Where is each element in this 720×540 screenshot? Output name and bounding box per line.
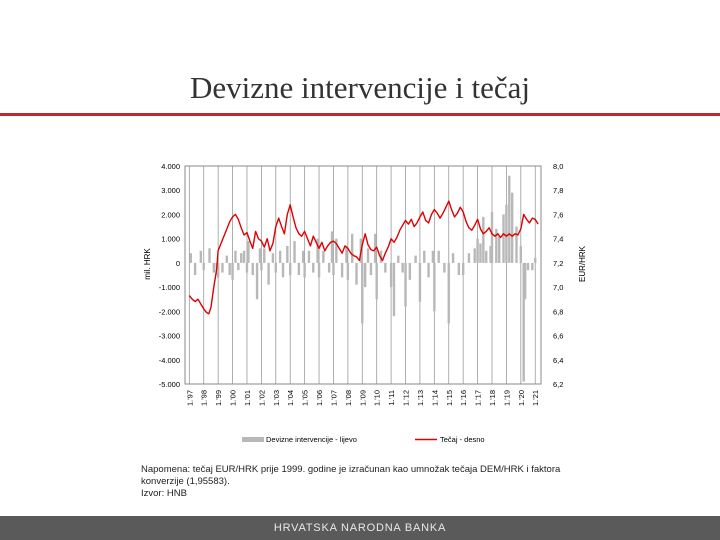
bar (511, 193, 513, 263)
bar (246, 263, 248, 273)
bar (390, 263, 392, 287)
bar (322, 251, 324, 263)
bar (427, 263, 429, 278)
bar (520, 246, 522, 263)
bar (263, 248, 265, 263)
bar (462, 263, 464, 275)
bar (384, 263, 386, 273)
bar (228, 263, 230, 275)
bar (252, 263, 254, 275)
right-tick-label: 6,8 (553, 307, 564, 317)
bar (259, 248, 261, 263)
bar-series (190, 176, 537, 382)
bar (279, 251, 281, 263)
x-tick-label: 1.'03 (271, 390, 281, 407)
x-tick-label: 1.'09 (358, 390, 368, 407)
footer-bar (0, 516, 720, 540)
legend-label-line: Tečaj - desno (440, 435, 485, 444)
right-tick-label: 6,2 (553, 380, 564, 389)
x-tick-label: 1.'18 (487, 390, 497, 407)
x-tick-label: 1.'21 (531, 390, 541, 407)
x-tick-label: 1.'07 (329, 390, 339, 407)
x-tick-label: 1.'01 (242, 390, 252, 407)
bar (370, 263, 372, 275)
bar (318, 263, 320, 278)
bar (367, 248, 369, 263)
bar (208, 248, 210, 263)
left-tick-label: 0 (175, 258, 180, 268)
bar (433, 263, 435, 311)
bar (234, 251, 236, 263)
bar (375, 263, 377, 299)
bar (409, 263, 411, 280)
bar (275, 263, 277, 273)
right-axis-title: EUR/HRK (578, 245, 587, 283)
right-axis (553, 162, 563, 389)
bar (534, 258, 536, 263)
right-tick-label: 7,6 (553, 210, 564, 220)
bar (231, 263, 233, 280)
footer-label: HRVATSKA NARODNA BANKA (273, 522, 447, 534)
left-tick-label: -1.000 (158, 283, 180, 293)
bar (267, 263, 269, 285)
bar (328, 263, 330, 273)
bar (498, 236, 500, 263)
x-tick-label: 1.'04 (286, 390, 296, 407)
bar (432, 251, 434, 263)
x-tick-label: 1.'06 (315, 390, 325, 407)
bar (355, 263, 357, 285)
bar (260, 263, 262, 270)
chart-note (141, 464, 601, 500)
bar (303, 263, 305, 278)
right-tick-label: 7,4 (553, 234, 564, 244)
bar (190, 253, 192, 263)
bar (437, 251, 439, 263)
x-tick-label: 1.'97 (185, 390, 195, 407)
left-tick-label: 2.000 (161, 210, 180, 220)
left-axis (159, 162, 180, 389)
x-tick-label: 1.'20 (516, 390, 526, 407)
left-tick-label: -5.000 (158, 380, 180, 389)
x-tick-label: 1.'16 (459, 390, 469, 407)
bar (221, 263, 223, 273)
bar (298, 263, 300, 275)
x-tick-label: 1.'08 (343, 390, 353, 407)
right-tick-label: 7,0 (553, 283, 564, 293)
bar (452, 253, 454, 263)
bar (240, 253, 242, 263)
right-tick-label: 6,4 (553, 355, 564, 365)
x-tick-label: 1.'17 (473, 390, 483, 407)
bar (203, 263, 205, 270)
bar (524, 263, 526, 299)
legend-swatch-bars (242, 437, 264, 442)
left-tick-label: -3.000 (158, 331, 180, 341)
bar (361, 263, 363, 324)
bar (289, 263, 291, 275)
bar (341, 263, 343, 278)
bar (458, 263, 460, 275)
x-tick-label: 1.'19 (502, 390, 512, 407)
x-tick-label: 1.'12 (401, 390, 411, 407)
bar (282, 263, 284, 278)
right-tick-label: 7,8 (553, 186, 564, 196)
bar (293, 241, 295, 263)
bar (468, 253, 470, 263)
left-tick-label: 1.000 (161, 234, 180, 244)
bar (414, 256, 416, 263)
bar (308, 251, 310, 263)
bar (226, 256, 228, 263)
bar (443, 263, 445, 273)
bar (419, 263, 421, 302)
x-tick-label: 1.'10 (372, 390, 382, 407)
x-axis (185, 390, 540, 406)
bar (286, 246, 288, 263)
bar (331, 231, 333, 262)
left-axis-title: mil. HRK (143, 248, 152, 280)
bar (527, 263, 529, 270)
right-tick-label: 6,6 (553, 331, 564, 341)
bar (364, 263, 366, 287)
bar (393, 263, 395, 316)
right-tick-label: 8,0 (553, 162, 564, 171)
x-tick-label: 1.'98 (199, 390, 209, 407)
bar (312, 263, 314, 273)
left-tick-label: 4.000 (161, 162, 180, 171)
bar (351, 234, 353, 263)
bar (485, 251, 487, 263)
left-tick-label: -4.000 (158, 355, 180, 365)
note-line-1: Napomena: tečaj EUR/HRK prije 1999. godine je izračunan kao umnožak tečaja DEM/HRK i faktora (141, 464, 561, 475)
bar (401, 263, 403, 273)
x-tick-label: 1.'02 (257, 390, 267, 407)
bar (256, 263, 258, 299)
bar (515, 227, 517, 263)
note-line-2: konverzije (1,95583). (141, 476, 230, 487)
legend (242, 435, 485, 444)
bar (502, 214, 504, 262)
bar (479, 244, 481, 263)
left-tick-label: -2.000 (158, 307, 180, 317)
bar (237, 263, 239, 270)
x-tick-label: 1.'13 (415, 390, 425, 407)
note-source: Izvor: HNB (141, 488, 187, 499)
legend-label-bars: Devizne intervencije - lijevo (266, 435, 357, 444)
right-tick-label: 7,2 (553, 258, 564, 268)
bar (332, 263, 334, 275)
bar (200, 251, 202, 263)
bar (531, 263, 533, 270)
bar (397, 256, 399, 263)
x-tick-label: 1.'99 (214, 390, 224, 407)
x-tick-label: 1.'00 (228, 390, 238, 407)
bar (247, 241, 249, 263)
bar (194, 263, 196, 275)
bar (482, 217, 484, 263)
bar (505, 205, 507, 263)
bar (404, 263, 406, 307)
bar (272, 253, 274, 263)
bar (474, 248, 476, 263)
bar (302, 251, 304, 263)
bar (423, 251, 425, 263)
bar (508, 176, 510, 263)
x-tick-label: 1.'15 (444, 390, 454, 407)
bar (243, 251, 245, 263)
left-tick-label: 3.000 (161, 186, 180, 196)
bar (213, 263, 215, 273)
x-tick-label: 1.'14 (430, 390, 440, 407)
bar (476, 239, 478, 263)
bar (347, 263, 349, 280)
x-tick-label: 1.'05 (300, 390, 310, 407)
bar (448, 263, 450, 324)
slide-title: Devizne intervencije i tečaj (190, 70, 530, 105)
x-tick-label: 1.'11 (387, 390, 397, 406)
bar (491, 212, 493, 263)
